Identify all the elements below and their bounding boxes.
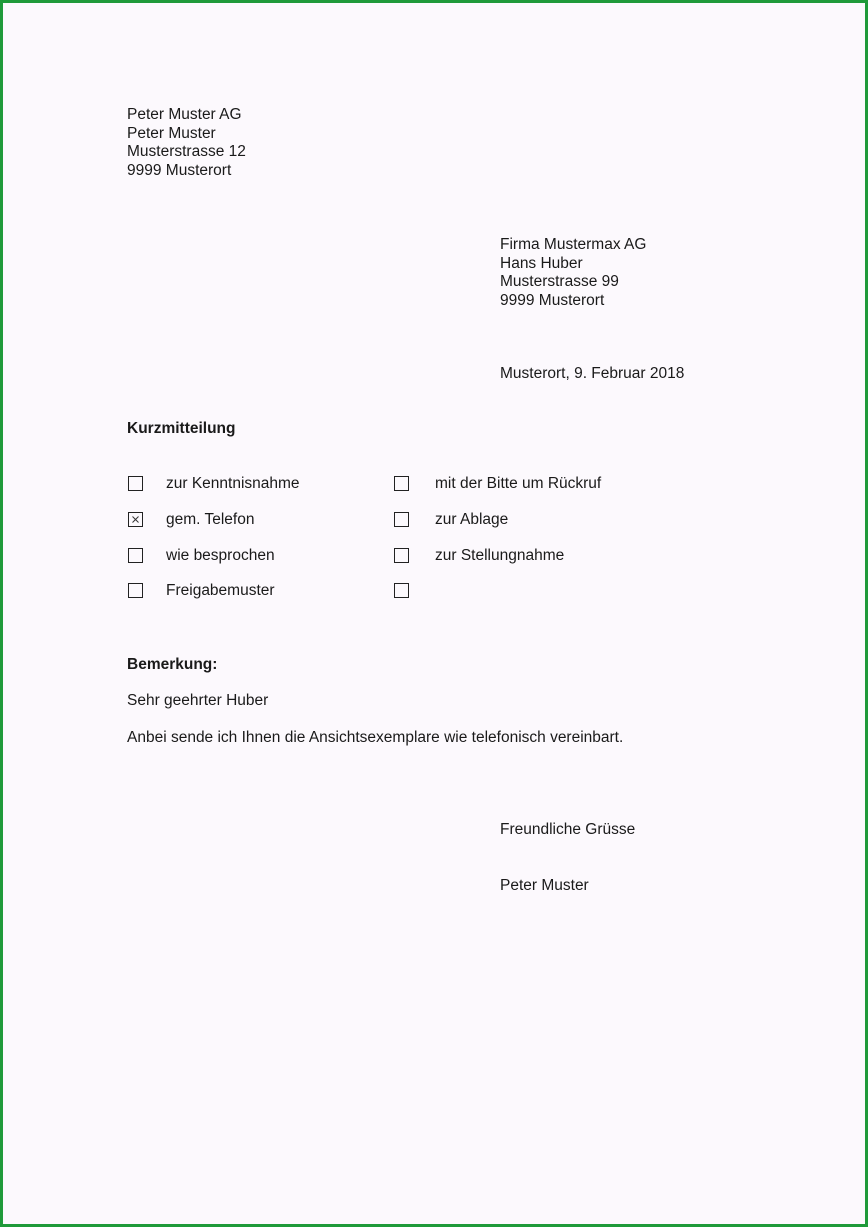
- sender-street: Musterstrasse 12: [127, 143, 246, 160]
- checkbox[interactable]: [128, 548, 143, 563]
- checkbox[interactable]: [394, 548, 409, 563]
- checkbox-checked[interactable]: [128, 512, 143, 527]
- checkbox[interactable]: [128, 476, 143, 491]
- recipient-company: Firma Mustermax AG: [500, 236, 647, 253]
- salutation: Sehr geehrter Huber: [127, 692, 269, 709]
- sender-name: Peter Muster: [127, 124, 216, 142]
- recipient-name: Hans Huber: [500, 254, 583, 272]
- recipient-city: 9999 Musterort: [500, 291, 605, 309]
- sender-city: 9999 Musterort: [127, 161, 232, 179]
- cross-mark-icon: [131, 515, 140, 524]
- checkbox[interactable]: [128, 583, 143, 598]
- option-label: wie besprochen: [166, 547, 275, 564]
- option-label: gem. Telefon: [166, 511, 255, 528]
- remark-body: Anbei sende ich Ihnen die Ansichtsexemplare wie telefonisch vereinbart.: [127, 729, 624, 746]
- sender-address: [127, 106, 246, 180]
- letter-date: Musterort, 9. Februar 2018: [500, 365, 685, 382]
- option-label: mit der Bitte um Rückruf: [435, 475, 602, 492]
- option-label: zur Kenntnisnahme: [166, 475, 300, 492]
- checkbox[interactable]: [394, 512, 409, 527]
- checkbox[interactable]: [394, 476, 409, 491]
- sender-company: Peter Muster AG: [127, 106, 242, 123]
- recipient-street: Musterstrasse 99: [500, 273, 619, 290]
- option-label: zur Ablage: [435, 511, 509, 528]
- option-label: Freigabemuster: [166, 582, 275, 599]
- remark-heading: Bemerkung:: [127, 656, 218, 673]
- option-label: zur Stellungnahme: [435, 547, 565, 564]
- signature-name: Peter Muster: [500, 877, 589, 894]
- checkbox[interactable]: [394, 583, 409, 598]
- closing-greeting: Freundliche Grüsse: [500, 821, 636, 838]
- subject-heading: Kurzmitteilung: [127, 420, 236, 437]
- recipient-address: [500, 236, 646, 310]
